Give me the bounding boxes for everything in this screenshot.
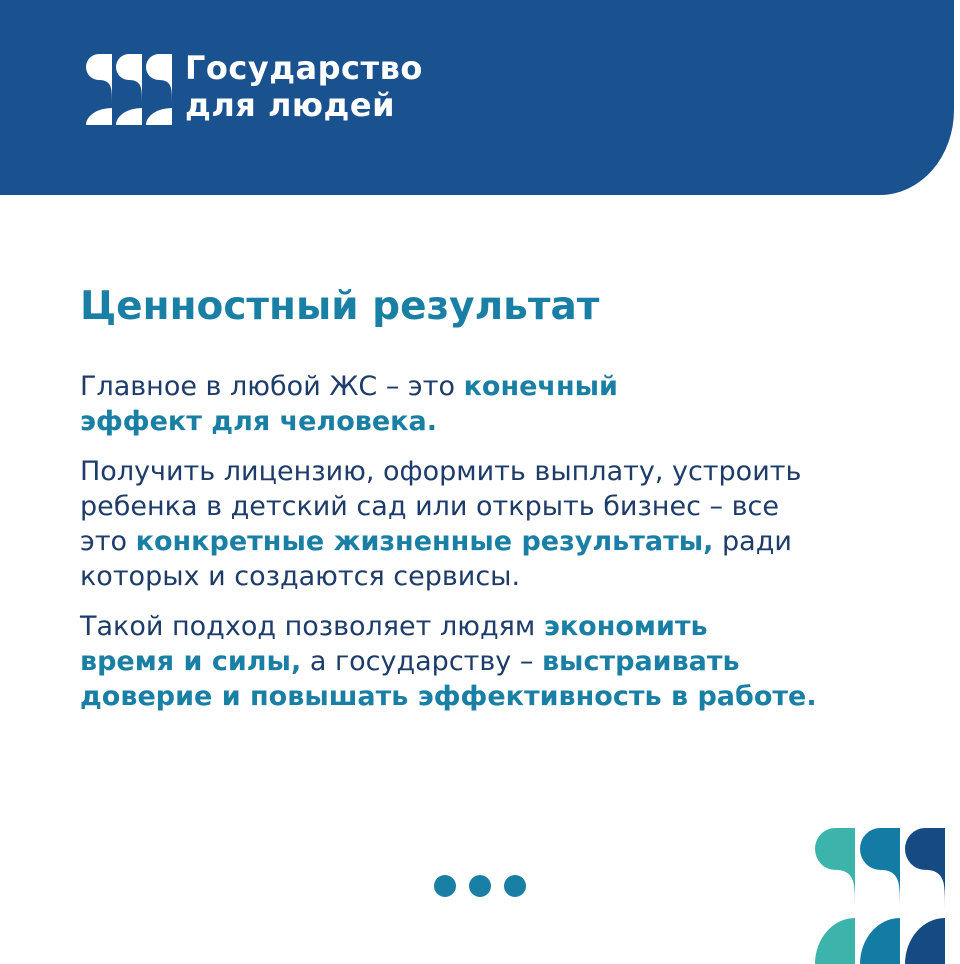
- brand-glyph-icon: [860, 828, 900, 964]
- brand-wordmark: [185, 50, 423, 124]
- text-segment: Главное в любой ЖС – это: [80, 371, 464, 402]
- header-band: [0, 0, 954, 195]
- text-line: [80, 679, 900, 714]
- text-line: [80, 404, 900, 439]
- brand-glyph-icon: [905, 828, 945, 964]
- text-line: [80, 489, 900, 524]
- quote-glyph-top-icon: [905, 828, 945, 910]
- highlight-text: доверие и повышать эффективность в работе.: [80, 681, 817, 712]
- quote-glyph-top-icon: [860, 828, 900, 910]
- highlight-text: конечный: [463, 371, 618, 402]
- brand-wordmark-line1: Государство: [185, 49, 423, 87]
- paragraph: [80, 369, 900, 439]
- body-text: [80, 369, 900, 714]
- text-line: [80, 644, 900, 679]
- text-segment: а государству –: [301, 646, 542, 677]
- highlight-text: выстраивать: [541, 646, 740, 677]
- brand-glyph-icon: [146, 54, 172, 125]
- text-segment: Такой подход позволяет людям: [80, 611, 544, 642]
- pagination-dot: [434, 875, 456, 897]
- text-segment: которых и создаются сервисы.: [80, 561, 521, 592]
- highlight-text: экономить: [543, 611, 708, 642]
- pagination-dot: [469, 875, 491, 897]
- pagination-dot: [504, 875, 526, 897]
- text-segment: это: [80, 526, 136, 557]
- quote-glyph-top-icon: [116, 54, 142, 105]
- text-line: [80, 369, 900, 404]
- quote-glyph-bottom-icon: [116, 108, 142, 125]
- quote-glyph-bottom-icon: [905, 918, 945, 964]
- brand-glyph-icon: [86, 54, 112, 125]
- brand-logo-mark: [86, 54, 172, 125]
- text-line: [80, 609, 900, 644]
- text-line: [80, 559, 900, 594]
- text-line: [80, 454, 900, 489]
- highlight-text: время и силы,: [80, 646, 302, 677]
- quote-glyph-bottom-icon: [860, 918, 900, 964]
- main-content: [80, 284, 900, 729]
- page-title: Ценностный результат: [80, 284, 600, 329]
- quote-glyph-top-icon: [86, 54, 112, 105]
- quote-glyph-bottom-icon: [86, 108, 112, 125]
- quote-glyph-top-icon: [146, 54, 172, 105]
- highlight-text: эффект для человека.: [80, 406, 437, 437]
- quote-glyph-bottom-icon: [815, 918, 855, 964]
- text-segment: Получить лицензию, оформить выплату, устроить: [80, 456, 802, 487]
- brand-glyph-icon: [116, 54, 142, 125]
- quote-glyph-top-icon: [815, 828, 855, 910]
- paragraph: [80, 609, 900, 714]
- brand-glyph-icon: [815, 828, 855, 964]
- text-segment: ребенка в детский сад или открыть бизнес – все: [80, 491, 779, 522]
- highlight-text: конкретные жизненные результаты,: [135, 526, 714, 557]
- text-line: [80, 524, 900, 559]
- footer-logo-mark: [815, 828, 945, 964]
- paragraph: [80, 454, 900, 594]
- text-segment: ради: [713, 526, 792, 557]
- quote-glyph-bottom-icon: [146, 108, 172, 125]
- brand-wordmark-line2: для людей: [185, 86, 395, 124]
